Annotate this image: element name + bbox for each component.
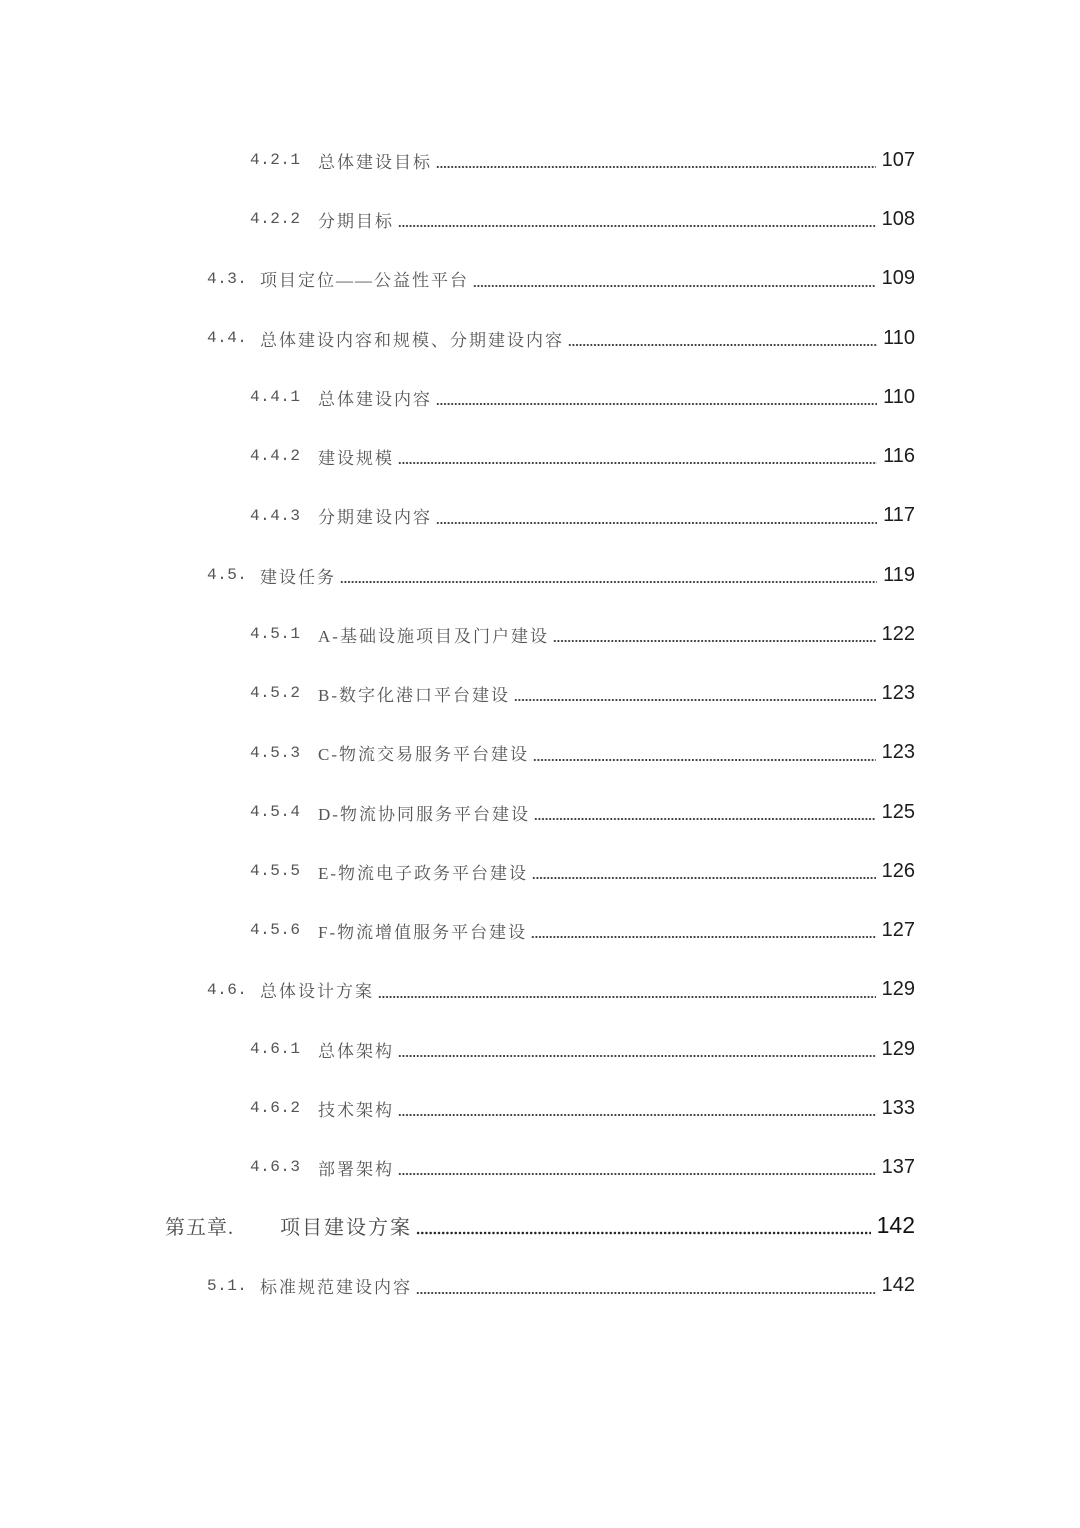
toc-entry	[250, 738, 915, 768]
toc-entry	[207, 975, 915, 1005]
toc-entry-page: 133	[881, 1096, 915, 1119]
toc-entry-number: 4.5.2	[250, 684, 301, 702]
dot-leader	[534, 811, 876, 821]
toc-entry-page: 123	[881, 681, 915, 704]
toc-entry-page: 127	[881, 918, 915, 941]
toc-entry-number: 4.4.	[207, 329, 248, 347]
toc-entry-title: F-物流增值服务平台建设	[318, 922, 528, 942]
toc-entry-page: 122	[881, 622, 915, 645]
toc-entry	[250, 619, 915, 649]
toc-entry-title: B-数字化港口平台建设	[318, 685, 510, 705]
toc-entry-number: 4.5.5	[250, 862, 301, 880]
toc-entry-title: 总体设计方案	[260, 982, 374, 1001]
dot-leader	[553, 633, 876, 643]
toc-entry-title: 总体建设内容和规模、分期建设内容	[260, 330, 564, 350]
toc-entry-title: 标准规范建设内容	[260, 1278, 412, 1297]
toc-entry	[207, 1271, 915, 1301]
toc-entry-number: 4.6.1	[250, 1040, 301, 1058]
toc-entry-title: 项目定位——公益性平台	[260, 271, 469, 290]
toc-entry-title: C-物流交易服务平台建设	[318, 745, 529, 764]
toc-entry	[207, 264, 915, 294]
dot-leader	[398, 1166, 876, 1176]
toc-entry-number: 4.4.1	[250, 388, 301, 406]
dot-leader	[398, 455, 877, 465]
toc-entry-page: 107	[881, 148, 915, 171]
toc-entry-title: 总体建设目标	[318, 152, 432, 172]
dot-leader	[398, 1107, 876, 1117]
dot-leader	[531, 929, 876, 939]
toc-chapter-entry	[165, 1210, 915, 1240]
dot-leader	[436, 396, 877, 406]
dot-leader	[514, 692, 876, 702]
toc-entry-page: 129	[881, 978, 915, 1000]
toc-entry-page: 125	[881, 800, 915, 823]
toc-entry-number: 4.6.2	[250, 1099, 301, 1117]
dot-leader	[340, 574, 877, 584]
toc-entry-page: 137	[881, 1155, 915, 1178]
toc-entry-number: 4.2.2	[250, 210, 301, 228]
toc-entry	[250, 501, 915, 531]
toc-entry-number: 4.5.3	[250, 743, 301, 762]
toc-entry-page: 109	[881, 267, 915, 289]
toc-entry	[250, 797, 915, 827]
toc-entry-number: 4.6.3	[250, 1158, 301, 1176]
toc-entry-page: 119	[883, 563, 915, 586]
toc-entry-page: 110	[883, 326, 915, 349]
toc-entry	[250, 915, 915, 945]
toc-entry	[250, 1093, 915, 1123]
toc-entry-number: 4.5.1	[250, 625, 301, 643]
toc-entry	[250, 856, 915, 886]
toc-entry	[250, 382, 915, 412]
dot-leader	[533, 752, 876, 762]
toc-entry-title: E-物流电子政务平台建设	[318, 863, 529, 883]
toc-chapter-title: 项目建设方案	[280, 1216, 412, 1239]
toc-entry-title: 分期目标	[318, 211, 394, 231]
dot-leader	[416, 1225, 871, 1235]
toc-entry-title: 技术架构	[318, 1100, 394, 1120]
toc-chapter-number: 第五章.	[165, 1216, 234, 1239]
toc-entry-number: 4.5.4	[250, 803, 301, 821]
dot-leader	[532, 870, 876, 880]
toc-entry	[250, 441, 915, 471]
dot-leader	[398, 1048, 876, 1058]
toc-entry-page: 108	[881, 207, 915, 230]
dot-leader	[436, 159, 876, 169]
toc-entry-page: 116	[883, 444, 915, 467]
toc-entry-title: 总体架构	[318, 1041, 394, 1061]
toc-entry-page: 126	[881, 859, 915, 882]
toc-entry	[250, 678, 915, 708]
toc-entry-number: 4.4.2	[250, 447, 301, 465]
toc-entry-page: 117	[883, 504, 915, 526]
dot-leader	[436, 515, 877, 525]
toc-entry-title: 总体建设内容	[318, 389, 432, 409]
toc-entry-number: 4.2.1	[250, 151, 301, 169]
dot-leader	[398, 218, 876, 228]
dot-leader	[568, 337, 877, 347]
toc-entry-page: 129	[881, 1037, 915, 1060]
toc-entry-title: 建设任务	[260, 567, 336, 587]
toc-entry	[250, 145, 915, 175]
dot-leader	[416, 1285, 876, 1295]
toc-entry	[250, 1034, 915, 1064]
toc-entry-title: D-物流协同服务平台建设	[318, 804, 530, 824]
toc-entry-page: 142	[881, 1274, 915, 1296]
toc-entry	[207, 323, 915, 353]
toc-entry-number: 5.1.	[207, 1276, 248, 1295]
toc-entry	[207, 560, 915, 590]
toc-entry-page: 123	[881, 741, 915, 763]
toc-entry	[250, 1152, 915, 1182]
toc-entry-title: 部署架构	[318, 1159, 394, 1179]
toc-entry-number: 4.4.3	[250, 506, 301, 525]
toc-entry-number: 4.6.	[207, 980, 248, 999]
toc-entry-number: 4.5.	[207, 566, 248, 584]
toc-entry	[250, 204, 915, 234]
toc-entry-number: 4.3.	[207, 269, 248, 288]
toc-entry-title: 分期建设内容	[318, 508, 432, 527]
dot-leader	[378, 989, 876, 999]
toc-entry-page: 110	[883, 385, 915, 408]
toc-entry-title: A-基础设施项目及门户建设	[318, 626, 549, 646]
toc-entry-number: 4.5.6	[250, 921, 301, 939]
dot-leader	[473, 278, 876, 288]
toc-chapter-page: 142	[876, 1211, 915, 1238]
toc-entry-title: 建设规模	[318, 448, 394, 468]
